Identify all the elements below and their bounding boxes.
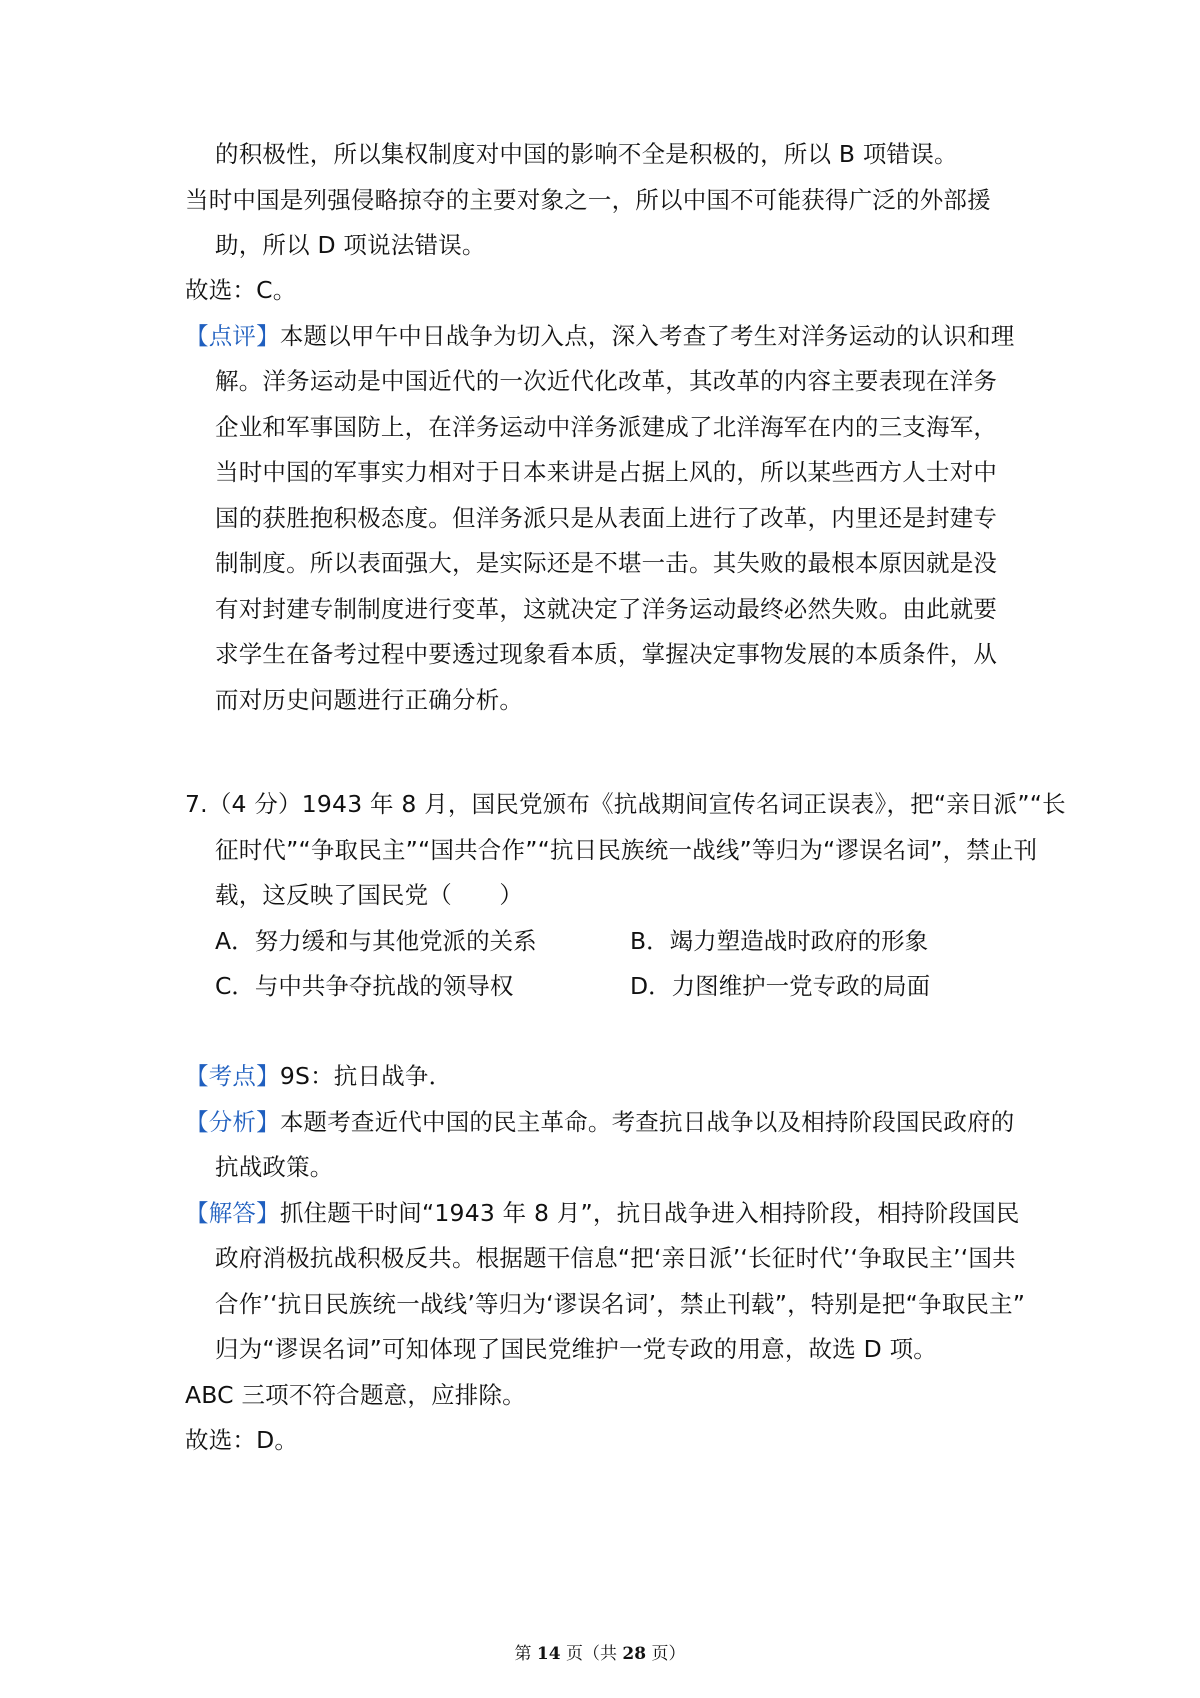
text-line: 助，所以 D 项说法错误。 xyxy=(215,231,486,259)
jieda-text: 抓住题干时间“1943 年 8 月”，抗日战争进入相持阶段，相持阶段国民 xyxy=(279,1199,1020,1227)
kaodian-tag: 【考点】 xyxy=(185,1062,280,1090)
option-b: B．竭力塑造战时政府的形象 xyxy=(630,927,929,955)
footer-mid: 页（共 xyxy=(566,1644,617,1664)
option-a: A．努力缓和与其他党派的关系 xyxy=(215,927,537,955)
comment-tag: 【点评】 xyxy=(185,322,280,350)
footer-suffix: 页） xyxy=(651,1644,686,1664)
text-line: 合作’‘抗日民族统一战线’等归为‘谬误名词’，禁止刊载”，特别是把“争取民主” xyxy=(215,1290,1026,1318)
fenxi-tag: 【分析】 xyxy=(185,1108,280,1136)
fenxi-text: 本题考查近代中国的民主革命。考查抗日战争以及相持阶段国民政府的 xyxy=(279,1108,1015,1136)
text-line: 当时中国是列强侵略掠夺的主要对象之一，所以中国不可能获得广泛的外部援 xyxy=(185,186,991,214)
footer-prefix: 第 xyxy=(514,1644,532,1664)
page-total: 28 xyxy=(622,1644,647,1664)
text-line: 解。洋务运动是中国近代的一次近代化改革，其改革的内容主要表现在洋务 xyxy=(215,367,998,395)
text-line: 政府消极抗战积极反共。根据题干信息“把‘亲日派’‘长征时代’‘争取民主’‘国共 xyxy=(215,1244,1016,1272)
option-c: C．与中共争夺抗战的领导权 xyxy=(215,972,514,1000)
text-line: 故选：D。 xyxy=(185,1426,299,1454)
option-d: D．力图维护一党专政的局面 xyxy=(630,972,931,1000)
text-line: 求学生在备考过程中要透过现象看本质，掌握决定事物发展的本质条件，从 xyxy=(215,640,998,668)
text-line: 的积极性，所以集权制度对中国的影响不全是积极的，所以 B 项错误。 xyxy=(215,140,958,168)
text-line: ABC 三项不符合题意，应排除。 xyxy=(185,1381,526,1409)
comment-line xyxy=(185,319,1015,353)
text-line: 而对历史问题进行正确分析。 xyxy=(215,686,524,714)
kaodian-text: 9S：抗日战争． xyxy=(279,1062,453,1090)
jieda-tag: 【解答】 xyxy=(185,1199,280,1227)
jieda-line xyxy=(185,1196,1020,1230)
text-line: 制制度。所以表面强大，是实际还是不堪一击。其失败的最根本原因就是没 xyxy=(215,549,998,577)
text-line: 抗战政策。 xyxy=(215,1153,334,1181)
question-line: 载，这反映了国民党（ ） xyxy=(215,881,524,909)
text-line: 故选：C。 xyxy=(185,276,297,304)
question-line: 征时代”“争取民主”“国共合作”“抗日民族统一战线”等归为“谬误名词”，禁止刊 xyxy=(215,836,1038,864)
kaodian-line xyxy=(185,1059,452,1093)
text-line: 有对封建专制制度进行变革，这就决定了洋务运动最终必然失败。由此就要 xyxy=(215,595,998,623)
page-number: 14 xyxy=(536,1644,561,1664)
fenxi-line xyxy=(185,1105,1015,1139)
text-line: 企业和军事国防上，在洋务运动中洋务派建成了北洋海军在内的三支海军， xyxy=(215,413,998,441)
text-line: 当时中国的军事实力相对于日本来讲是占据上风的，所以某些西方人士对中 xyxy=(215,458,998,486)
page-footer xyxy=(0,1642,1200,1666)
text-line: 归为“谬误名词”可知体现了国民党维护一党专政的用意，故选 D 项。 xyxy=(215,1335,937,1363)
comment-text: 本题以甲午中日战争为切入点，深入考查了考生对洋务运动的认识和理 xyxy=(279,322,1015,350)
text-line: 国的获胜抱积极态度。但洋务派只是从表面上进行了改革，内里还是封建专 xyxy=(215,504,998,532)
question-line: 7.（4 分）1943 年 8 月，国民党颁布《抗战期间宣传名词正误表》，把“亲日派”“长 xyxy=(185,790,1066,818)
